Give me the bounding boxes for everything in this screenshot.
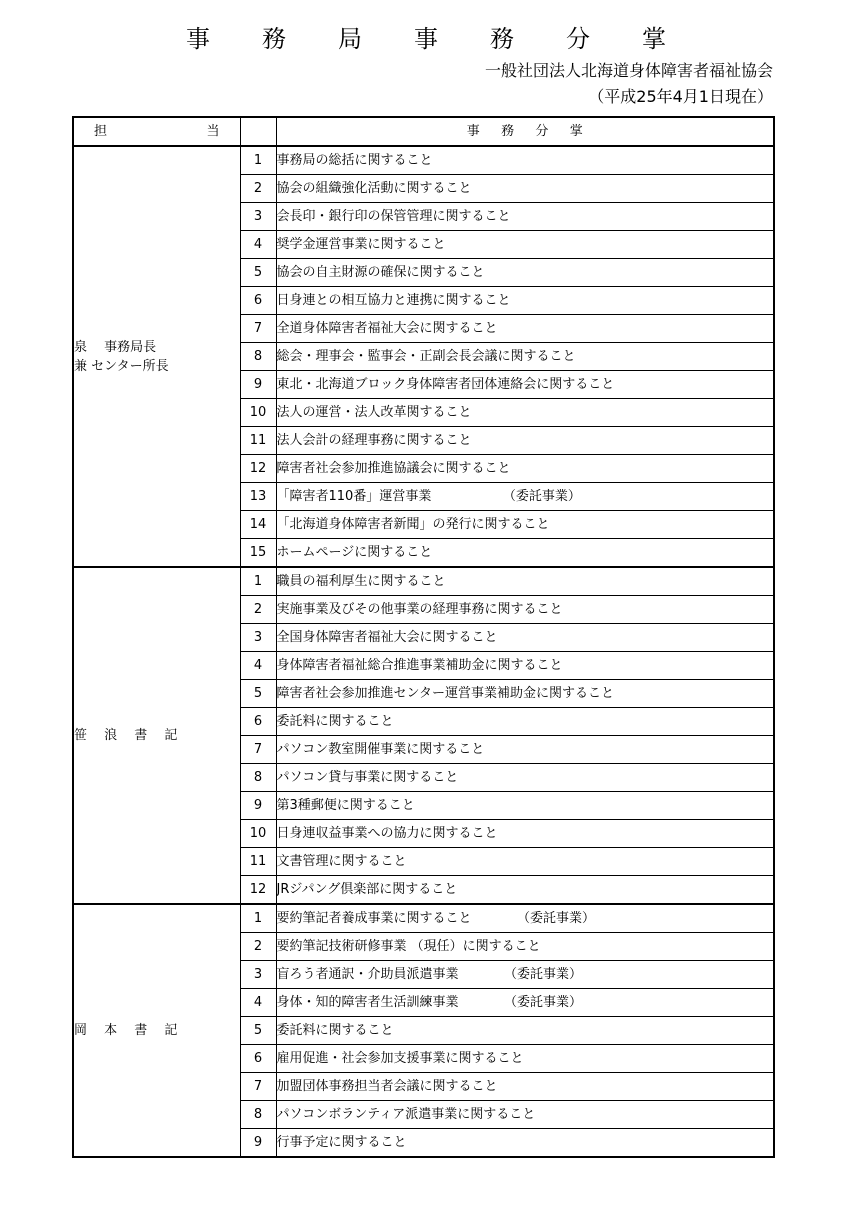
header-duty — [276, 117, 774, 146]
item-number: 13 — [240, 483, 276, 511]
as-of-date: （平成25年4月1日現在） — [588, 87, 773, 106]
item-number: 1 — [240, 904, 276, 933]
header-duty-char: 掌 — [569, 124, 583, 139]
item-number: 14 — [240, 511, 276, 539]
item-number: 12 — [240, 876, 276, 905]
item-number: 6 — [240, 287, 276, 315]
duty-description: 雇用促進・社会参加支援事業に関すること — [276, 1045, 774, 1073]
item-number: 3 — [240, 961, 276, 989]
item-number: 11 — [240, 848, 276, 876]
duty-description: 身体障害者福祉総合推進事業補助金に関すること — [276, 652, 774, 680]
item-number: 5 — [240, 680, 276, 708]
page-title-char: 分 — [566, 25, 590, 53]
item-number: 2 — [240, 175, 276, 203]
duty-description: 実施事業及びその他事業の経理事務に関すること — [276, 596, 774, 624]
duty-description: 奨学金運営事業に関すること — [276, 231, 774, 259]
item-number: 8 — [240, 343, 276, 371]
duty-description: パソコン教室開催事業に関すること — [276, 736, 774, 764]
item-number: 5 — [240, 1017, 276, 1045]
item-number: 2 — [240, 596, 276, 624]
person-cell — [73, 904, 240, 1157]
duty-description: 全道身体障害者福祉大会に関すること — [276, 315, 774, 343]
duty-description: 会長印・銀行印の保管管理に関すること — [276, 203, 774, 231]
duty-description: 協会の組織強化活動に関すること — [276, 175, 774, 203]
page-title-char: 事 — [186, 25, 210, 53]
item-number: 9 — [240, 792, 276, 820]
duty-table — [72, 116, 775, 1158]
item-number: 7 — [240, 736, 276, 764]
header-person — [73, 117, 240, 146]
person-name: 泉 事務局長 — [74, 339, 157, 355]
person-role: 兼 センター所長 — [74, 358, 169, 374]
item-number: 5 — [240, 259, 276, 287]
duty-description: ホームページに関すること — [276, 539, 774, 568]
duty-description: 全国身体障害者福祉大会に関すること — [276, 624, 774, 652]
page-title-char: 局 — [338, 25, 362, 53]
duty-description: 盲ろう者通訳・介助員派遣事業 （委託事業） — [276, 961, 774, 989]
item-number: 7 — [240, 315, 276, 343]
duty-description: 文書管理に関すること — [276, 848, 774, 876]
table-row — [73, 904, 774, 933]
person-cell — [73, 146, 240, 567]
duty-description: 事務局の総括に関すること — [276, 146, 774, 175]
header-duty-char: 務 — [501, 124, 515, 139]
item-number: 4 — [240, 652, 276, 680]
duty-description: JRジパング倶楽部に関すること — [276, 876, 774, 905]
item-number: 3 — [240, 624, 276, 652]
header-duty-char: 事 — [466, 124, 480, 139]
header-person-char: 当 — [206, 124, 220, 139]
duty-description: 法人会計の経理事務に関すること — [276, 427, 774, 455]
organization-name: 一般社団法人北海道身体障害者福祉協会 — [484, 61, 773, 80]
duty-description: 身体・知的障害者生活訓練事業 （委託事業） — [276, 989, 774, 1017]
item-number: 10 — [240, 820, 276, 848]
duty-description: 障害者社会参加推進センター運営事業補助金に関すること — [276, 680, 774, 708]
duty-description: 委託料に関すること — [276, 708, 774, 736]
duty-description: 要約筆記技術研修事業 （現任）に関すること — [276, 933, 774, 961]
person-name: 笹 浪 書 記 — [74, 728, 178, 743]
duty-description: 日身連収益事業への協力に関すること — [276, 820, 774, 848]
item-number: 12 — [240, 455, 276, 483]
item-number: 9 — [240, 1129, 276, 1158]
duty-description: 委託料に関すること — [276, 1017, 774, 1045]
header-number — [240, 117, 276, 146]
item-number: 7 — [240, 1073, 276, 1101]
duty-description: 「障害者110番」運営事業 （委託事業） — [276, 483, 774, 511]
table-header-row — [73, 117, 774, 146]
item-number: 6 — [240, 708, 276, 736]
item-number: 9 — [240, 371, 276, 399]
duty-description: 障害者社会参加推進協議会に関すること — [276, 455, 774, 483]
duty-description: 日身連との相互協力と連携に関すること — [276, 287, 774, 315]
duty-description: 職員の福利厚生に関すること — [276, 567, 774, 596]
duty-description: 第3種郵便に関すること — [276, 792, 774, 820]
page-title-char: 事 — [414, 25, 438, 53]
item-number: 3 — [240, 203, 276, 231]
duty-description: 加盟団体事務担当者会議に関すること — [276, 1073, 774, 1101]
duty-description: 東北・北海道ブロック身体障害者団体連絡会に関すること — [276, 371, 774, 399]
duty-description: 「北海道身体障害者新聞」の発行に関すること — [276, 511, 774, 539]
table-row — [73, 146, 774, 175]
item-number: 8 — [240, 764, 276, 792]
person-name: 岡 本 書 記 — [74, 1023, 178, 1038]
page-title — [186, 22, 666, 56]
item-number: 15 — [240, 539, 276, 568]
page-title-char: 務 — [262, 25, 286, 53]
person-cell — [73, 567, 240, 904]
table-row — [73, 567, 774, 596]
item-number: 4 — [240, 989, 276, 1017]
item-number: 6 — [240, 1045, 276, 1073]
header-person-char: 担 — [94, 124, 108, 139]
duty-description: 行事予定に関すること — [276, 1129, 774, 1158]
duty-description: 要約筆記者養成事業に関すること （委託事業） — [276, 904, 774, 933]
header-duty-char: 分 — [535, 124, 549, 139]
item-number: 4 — [240, 231, 276, 259]
page-title-char: 務 — [490, 25, 514, 53]
duty-description: 総会・理事会・監事会・正副会長会議に関すること — [276, 343, 774, 371]
item-number: 8 — [240, 1101, 276, 1129]
duty-description: 法人の運営・法人改革関すること — [276, 399, 774, 427]
duty-table-body — [73, 146, 774, 1157]
item-number: 10 — [240, 399, 276, 427]
page-title-char: 掌 — [642, 25, 666, 53]
item-number: 2 — [240, 933, 276, 961]
duty-description: パソコン貸与事業に関すること — [276, 764, 774, 792]
duty-description: パソコンボランティア派遣事業に関すること — [276, 1101, 774, 1129]
item-number: 1 — [240, 146, 276, 175]
item-number: 11 — [240, 427, 276, 455]
duty-description: 協会の自主財源の確保に関すること — [276, 259, 774, 287]
item-number: 1 — [240, 567, 276, 596]
